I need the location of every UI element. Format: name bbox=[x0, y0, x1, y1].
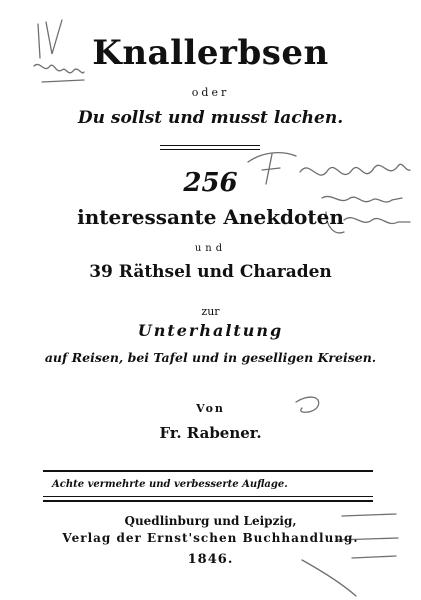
by-label: Von bbox=[196, 402, 225, 415]
anecdotes-line: interessante Anekdoten bbox=[77, 205, 344, 229]
publisher-name: Verlag der Ernst'schen Buchhandlung. bbox=[62, 531, 359, 545]
edition-rule-bottom-thick bbox=[43, 500, 373, 502]
book-subtitle: Du sollst und musst lachen. bbox=[77, 108, 344, 128]
occasions-line: auf Reisen, bei Tafel und in geselligen Kreisen. bbox=[44, 350, 377, 365]
edition-note: Achte vermehrte und verbesserte Auflage. bbox=[52, 479, 288, 490]
for-connector: zur bbox=[201, 305, 220, 318]
book-title: Knallerbsen bbox=[92, 33, 329, 73]
entertainment-line: Unterhaltung bbox=[137, 321, 284, 340]
author-name: Fr. Rabener. bbox=[159, 424, 262, 442]
and-connector: und bbox=[194, 243, 227, 254]
anecdote-count: 256 bbox=[183, 168, 238, 198]
edition-rule-bottom-thin bbox=[43, 496, 373, 497]
title-connector: oder bbox=[191, 86, 230, 99]
publication-place: Quedlinburg und Leipzig, bbox=[124, 514, 297, 528]
ornamental-rule-top bbox=[160, 145, 260, 146]
riddles-line: 39 Räthsel und Charaden bbox=[89, 262, 332, 282]
edition-rule-top bbox=[43, 470, 373, 472]
publication-year: 1846. bbox=[187, 552, 234, 567]
ornamental-rule-bottom bbox=[160, 149, 260, 150]
